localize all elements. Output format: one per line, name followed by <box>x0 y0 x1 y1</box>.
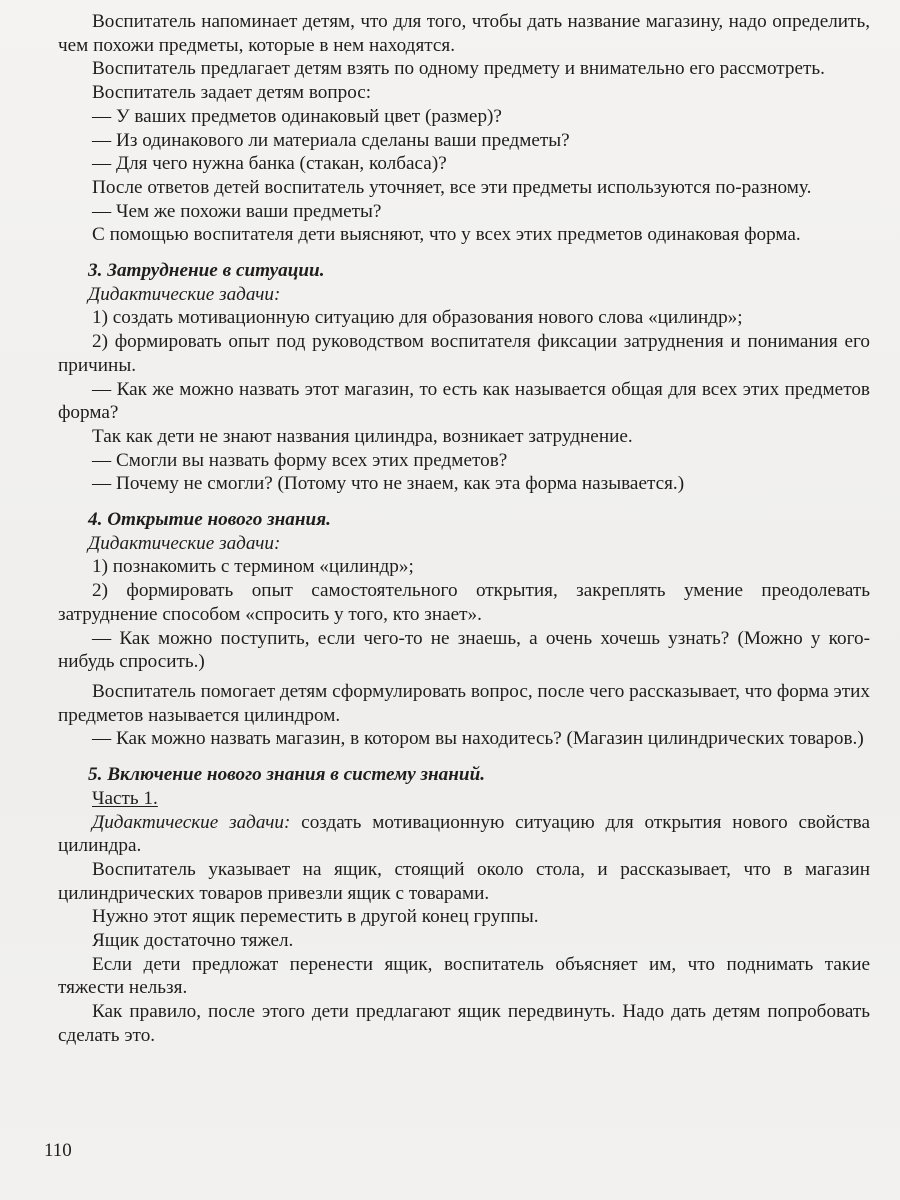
paragraph: 2) формировать опыт под руководством воспитателя фиксации затруднения и понимания его причины. <box>58 331 870 376</box>
paragraph: Нужно этот ящик переместить в другой конец группы. <box>92 906 539 928</box>
paragraph: Ящик достаточно тяжел. <box>92 930 294 952</box>
paragraph: — Из одинакового ли материала сделаны ваши предметы? <box>92 129 570 151</box>
paragraph: После ответов детей воспитатель уточняет, все эти предметы используются по-разному. <box>92 176 812 198</box>
paragraph <box>58 811 870 858</box>
section-heading-5: 5. Включение нового знания в систему знаний. <box>88 764 486 786</box>
didactic-tasks-label: Дидактические задачи: <box>88 283 281 305</box>
paragraph: — У ваших предметов одинаковый цвет (размер)? <box>92 105 502 127</box>
paragraph: — Как же можно назвать этот магазин, то есть как называется общая для всех этих предметов форма? <box>58 378 870 424</box>
paragraph: — Почему не смогли? (Потому что не знаем, как эта форма называется.) <box>92 473 685 495</box>
part-label <box>58 787 870 811</box>
paragraph: Как правило, после этого дети предлагают ящик передвинуть. Надо дать детям попробовать сделать это. <box>58 1001 870 1046</box>
paragraph: 1) познакомить с термином «цилиндр»; <box>92 556 414 578</box>
didactic-tasks-label: Дидактические задачи: <box>88 532 281 554</box>
paragraph-text: создать мотивационную ситуацию для открытия нового свойства цилиндра. <box>58 811 871 857</box>
paragraph: Воспитатель напоминает детям, что для того, чтобы дать название магазину, надо определить, чем похожи предметы, которые в нем находятся. <box>58 11 870 56</box>
paragraph: Если дети предложат перенести ящик, воспитатель объясняет им, что поднимать такие тяжести нельзя. <box>58 953 870 999</box>
paragraph: — Для чего нужна банка (стакан, колбаса)? <box>92 153 447 175</box>
section-heading-4: 4. Открытие нового знания. <box>88 509 331 531</box>
part-1-label: Часть 1. <box>92 787 158 809</box>
didactic-tasks-label: Дидактические задачи: <box>92 811 291 833</box>
paragraph: — Чем же похожи ваши предметы? <box>92 200 382 222</box>
page-number: 110 <box>44 1140 72 1161</box>
section-heading-3: 3. Затруднение в ситуации. <box>88 260 325 282</box>
paragraph: С помощью воспитателя дети выясняют, что у всех этих предметов одинаковая форма. <box>92 224 801 246</box>
paragraph: — Как можно назвать магазин, в котором вы находитесь? (Магазин цилиндрических товаров.) <box>92 728 864 750</box>
paragraph: Воспитатель предлагает детям взять по одному предмету и внимательно его рассмотреть. <box>92 58 825 80</box>
paragraph: Так как дети не знают названия цилиндра, возникает затруднение. <box>92 425 633 447</box>
paragraph: — Смогли вы назвать форму всех этих предметов? <box>92 449 508 471</box>
paragraph: — Как можно поступить, если чего-то не знаешь, а очень хочешь узнать? (Можно у кого-нибудь спросить.) <box>58 627 870 673</box>
paragraph: Воспитатель помогает детям сформулировать вопрос, после чего рассказывает, что форма этих предметов называется цилиндром. <box>58 680 870 726</box>
paragraph: Воспитатель задает детям вопрос: <box>92 82 372 104</box>
body-text <box>58 10 870 1048</box>
paragraph: Воспитатель указывает на ящик, стоящий около стола, и рассказывает, что в магазин цилиндрических товаров привезли ящик с товарами. <box>58 858 870 904</box>
paragraph: 2) формировать опыт самостоятельного открытия, закреплять умение преодолевать затруднение способом «спросить у того, кто знает». <box>58 580 870 625</box>
paragraph: 1) создать мотивационную ситуацию для образования нового слова «цилиндр»; <box>92 307 743 329</box>
